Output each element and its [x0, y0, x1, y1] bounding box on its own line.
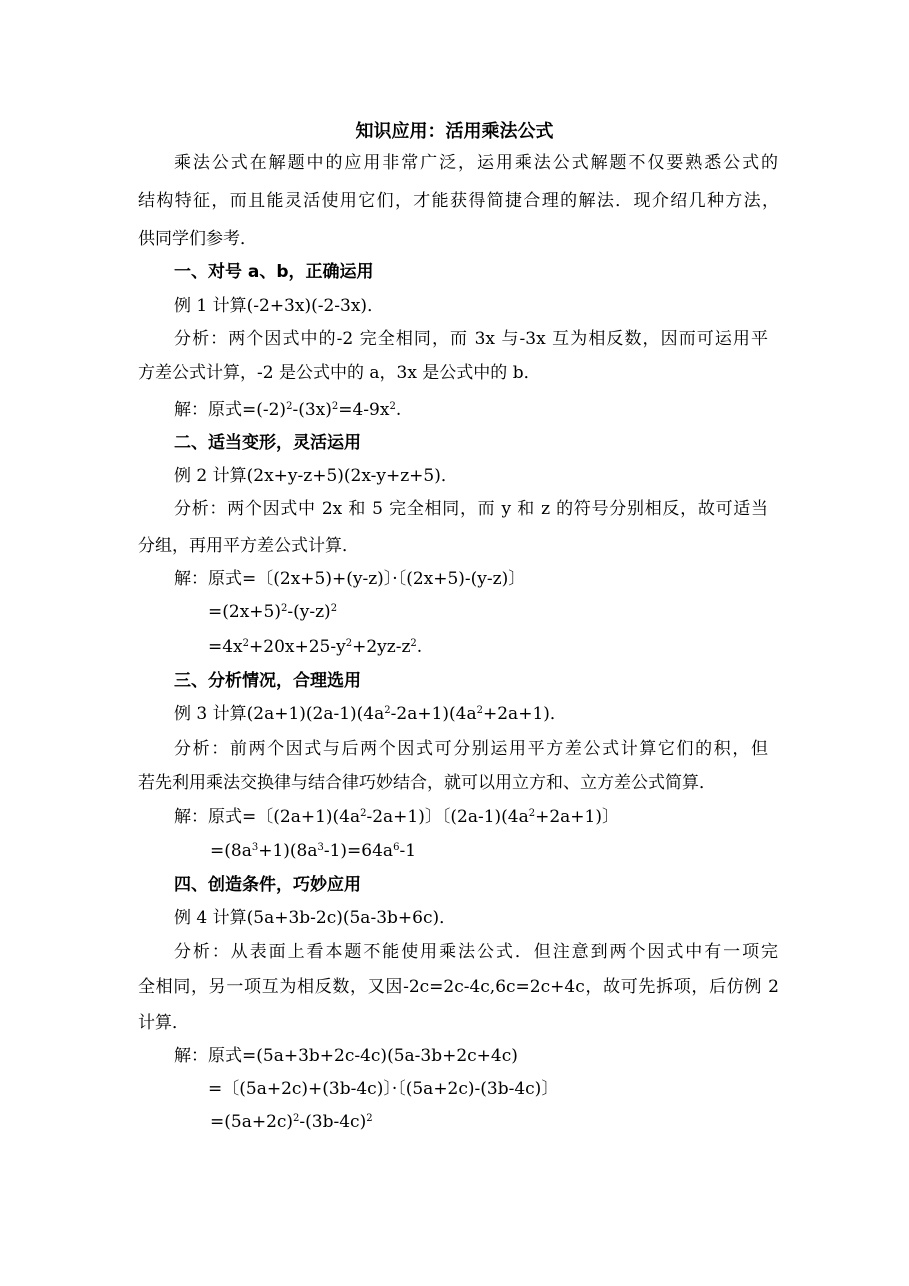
intro-line-2: 结构特征，而且能灵活使用它们，才能获得简捷合理的解法．现介绍几种方法， [138, 191, 779, 211]
section-1-heading: 一、对号 a、b，正确运用 [174, 262, 374, 282]
solution-3-line-1: 解：原式=〔$(2a+1)(4a^2-2a+1)$〕〔$(2a-1)(4a^2+2a+1)$〕 [174, 807, 619, 827]
section-3-heading: 三、分析情况，合理选用 [174, 671, 361, 691]
solution-4-line-2: =〔(5a+2c)+(3b-4c)〕·〔(5a+2c)-(3b-4c)〕 [208, 1079, 559, 1099]
solution-2-line-2: $=(2x+5)^2-(y-z)^2$ [208, 602, 338, 622]
analysis-1-line-2: 方差公式计算，-2 是公式中的 a，3x 是公式中的 b． [138, 363, 541, 383]
intro-line-3: 供同学们参考． [138, 229, 257, 249]
analysis-3-line-2: 若先利用乘法交换律与结合律巧妙结合，就可以用立方和、立方差公式简算． [138, 773, 716, 793]
analysis-2-line-1: 分析：两个因式中 2x 和 5 完全相同，而 y 和 z 的符号分别相反，故可适当 [174, 499, 768, 519]
solution-2-line-3: $=4x^2+20x+25-y^2+2yz-z^2$. [208, 637, 423, 657]
example-4: 例 4 计算(5a+3b-2c)(5a-3b+6c)． [174, 908, 457, 928]
solution-4-line-3: $=(5a+2c)^2-(3b-4c)^2$ [210, 1112, 373, 1132]
analysis-4-line-1: 分析：从表面上看本题不能使用乘法公式．但注意到两个因式中有一项完 [174, 942, 778, 962]
example-3: 例 3 计算$(2a+1)(2a-1)(4a^2-2a+1)(4a^2+2a+1)$． [174, 704, 567, 724]
document-title: 知识应用：活用乘法公式 [355, 121, 554, 142]
intro-line-1: 乘法公式在解题中的应用非常广泛，运用乘法公式解题不仅要熟悉公式的 [174, 153, 778, 173]
section-2-heading: 二、适当变形，灵活运用 [174, 433, 361, 453]
analysis-1-line-1: 分析：两个因式中的-2 完全相同，而 3x 与-3x 互为相反数，因而可运用平 [174, 329, 768, 349]
analysis-4-line-3: 计算． [138, 1013, 189, 1033]
solution-2-line-1: 解：原式=〔(2x+5)+(y-z)〕·〔(2x+5)-(y-z)〕 [174, 569, 526, 589]
analysis-4-line-2: 全相同，另一项互为相反数，又因-2c=2c-4c,6c=2c+4c，故可先拆项，后仿例 2 [138, 977, 779, 997]
analysis-2-line-2: 分组，再用平方差公式计算． [138, 536, 359, 556]
example-2: 例 2 计算(2x+y-z+5)(2x-y+z+5)． [174, 466, 458, 486]
solution-4-line-1: 解：原式=(5a+3b+2c-4c)(5a-3b+2c+4c) [174, 1046, 518, 1066]
solution-3-line-2: $=(8a^3+1)(8a^3-1)=64a^6-1$ [210, 841, 417, 861]
example-1: 例 1 计算(-2+3x)(-2-3x)． [174, 296, 385, 316]
section-4-heading: 四、创造条件，巧妙应用 [174, 875, 361, 895]
solution-1: 解：原式$=(-2)^2-(3x)^2=4-9x^2$. [174, 400, 402, 420]
analysis-3-line-1: 分析：前两个因式与后两个因式可分别运用平方差公式计算它们的积，但 [174, 739, 768, 759]
